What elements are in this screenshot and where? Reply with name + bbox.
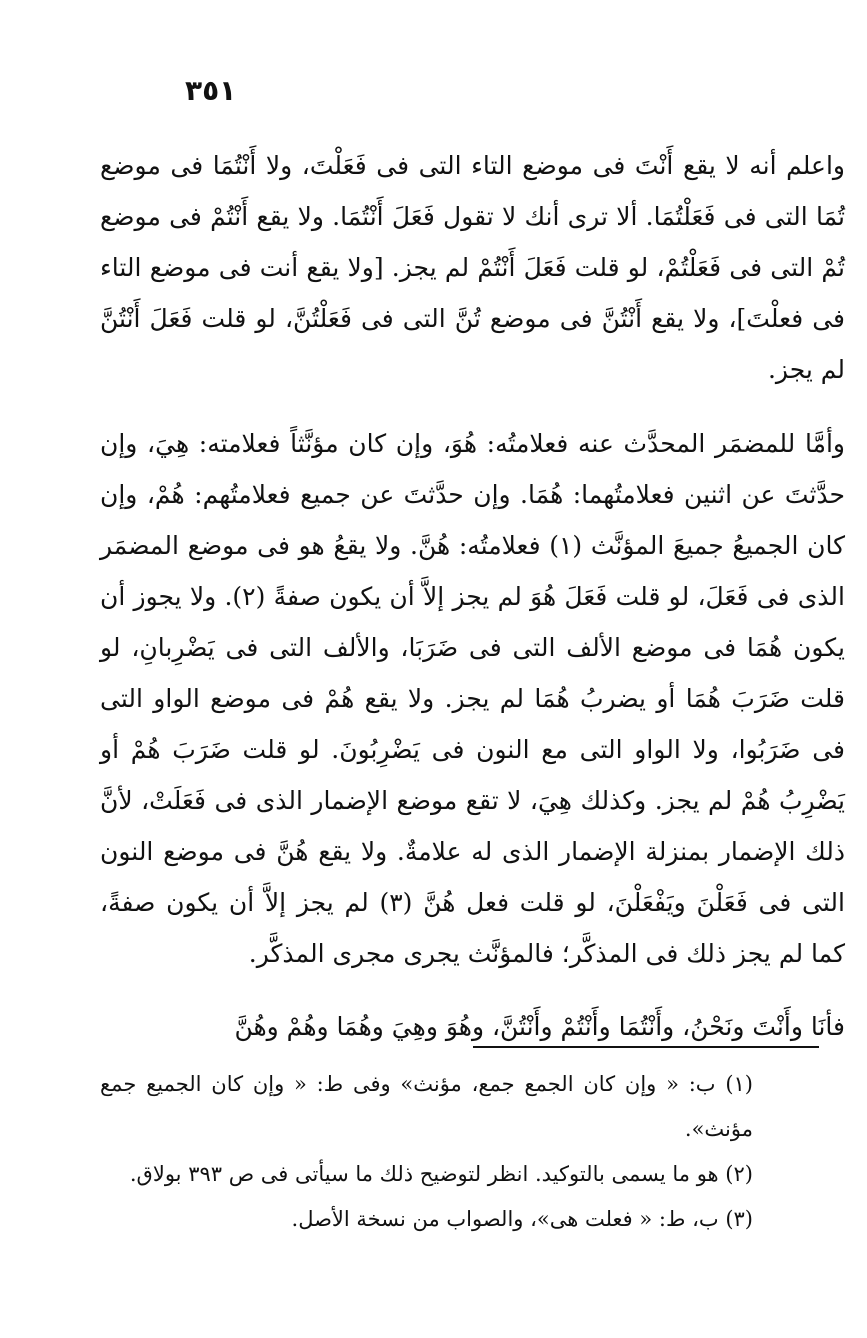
paragraph-pronoun-list: فأنَا وأَنْتَ ونَحْنُ، وأَنْتُمَا وأَنْتُمْ وأَنْتُنَّ، وهُوَ وهِيَ وهُمَا وهُمْ وهُنَّ	[234, 1012, 845, 1041]
body-text	[100, 140, 845, 1052]
page-number: ٣٥١	[185, 74, 237, 107]
footnote-divider	[473, 1046, 819, 1048]
footnote-3: (٣) ب، ط: « فعلت هى»، والصواب من نسخة الأصل.	[291, 1207, 753, 1231]
paragraph-third-person-pronouns: وأمَّا للمضمَر المحدَّث عنه فعلامتُه: هُوَ، وإن كان مؤنَّثاً فعلامته: هِيَ، وإن حدَّثتَ عن اثنين فعلامتُهما: هُمَا. وإن حدَّثتَ عن جميع فعلامتُهم: هُمْ، وإن كان الجميعُ جميعَ المؤنَّث (١) فعلامتُه: هُنَّ. ولا يقعُ هو فى موضع المضمَر الذى فى فَعَلَ، لو قلت فَعَلَ هُوَ لم يجز إلاَّ أن يكون صفةً (٢). ولا يجوز أن يكون هُمَا فى موضع الألف التى فى ضَرَبَا، والألف التى فى يَضْرِبانِ، لو قلت ضَرَبَ هُمَا أو يضربُ هُمَا لم يجز. ولا يقع هُمْ فى موضع الواو التى فى ضَرَبُوا، ولا الواو التى مع النون فى يَضْرِبُونَ. لو قلت ضَرَبَ هُمْ أو يَضْرِبُ هُمْ لم يجز. وكذلك هِيَ، لا تقع موضع الإضمار الذى فى فَعَلَتْ، لأنَّ ذلك الإضمار بمنزلة الإضمار الذى له علامةٌ. ولا يقع هُنَّ فى موضع النون التى فى فَعَلْنَ ويَفْعَلْنَ، لو قلت فعل هُنَّ (٣) لم يجز إلاَّ أن يكون صفةً، كما لم يجز ذلك فى المذكَّر؛ فالمؤنَّث يجرى مجرى المذكَّر.	[100, 429, 845, 968]
footnotes	[100, 1062, 845, 1242]
paragraph-pronoun-anta: واعلم أنه لا يقع أَنْتَ فى موضع التاء التى فى فَعَلْتَ، ولا أَنْتُمَا فى موضع تُمَا التى فى فَعَلْتُمَا. ألا ترى أنك لا تقول فَعَلَ أَنْتُمَا. ولا يقع أَنْتُمْ فى موضع تُمْ التى فى فَعَلْتُمْ، لو قلت فَعَلَ أَنْتُمْ لم يجز. [ولا يقع أنت فى موضع التاء فى فعلْتَ]، ولا يقع أَنْتُنَّ فى موضع تُنَّ التى فى فَعَلْتُنَّ، لو قلت فَعَلَ أَنْتُنَّ لم يجز.	[100, 151, 845, 384]
footnote-1: (١) ب: « وإن كان الجمع جمع، مؤنث» وفى ط: « وإن كان الجميع جمع مؤنث».	[100, 1072, 753, 1141]
footnote-2: (٢) هو ما يسمى بالتوكيد. انظر لتوضيح ذلك ما سيأتى فى ص ٣٩٣ بولاق.	[129, 1162, 753, 1186]
